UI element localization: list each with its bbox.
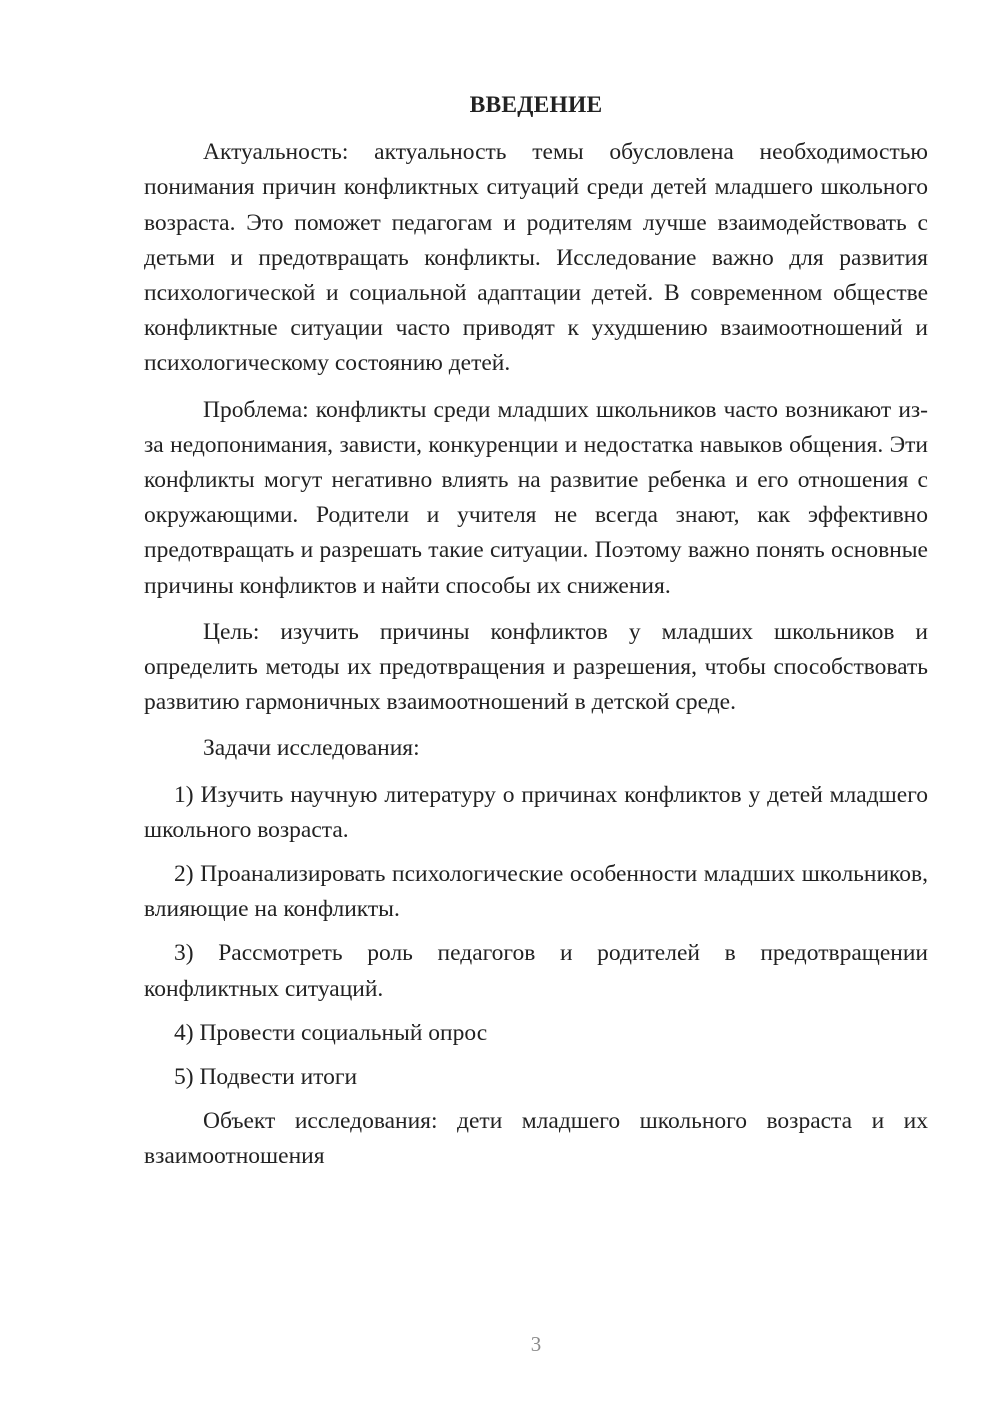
list-item: 3) Рассмотреть роль педагогов и родителей в предотвращении конфликтных ситуаций. bbox=[144, 940, 928, 1002]
page-number: 3 bbox=[530, 1332, 542, 1356]
paragraph-object: Объект исследования: дети младшего школьного возраста и их взаимоотношения bbox=[144, 1108, 928, 1170]
tasks-list bbox=[144, 778, 928, 1096]
tasks-heading: Задачи исследования: bbox=[203, 735, 420, 762]
list-item: 1) Изучить научную литературу о причинах конфликтов у детей младшего школьного возраста. bbox=[144, 781, 928, 843]
list-item: 2) Проанализировать психологические особенности младших школьников, влияющие на конфликты. bbox=[144, 861, 928, 923]
paragraph-goal: Цель: изучить причины конфликтов у младших школьников и определить методы их предотвращения и разрешения, чтобы способствовать развитию гармоничных взаимоотношений в детской среде. bbox=[144, 618, 928, 716]
list-item: 5) Подвести итоги bbox=[174, 1064, 358, 1091]
page-title: ВВЕДЕНИЕ bbox=[469, 92, 603, 118]
document-page bbox=[144, 88, 928, 1186]
paragraph-problem: Проблема: конфликты среди младших школьников часто возникают из-за недопонимания, зависти, конкуренции и недостатка навыков общения. Эти конфликты могут негативно влиять на развитие ребенка и его отношения с окружающими. Родители и учителя не всегда знают, как эффективно предотвращать и разрешать такие ситуации. Поэтому важно понять основные причины конфликтов и найти способы их снижения. bbox=[144, 396, 928, 599]
list-item: 4) Провести социальный опрос bbox=[174, 1019, 488, 1046]
paragraph-relevance: Актуальность: актуальность темы обусловлена необходимостью понимания причин конфликтных ситуаций среди детей младшего школьного возраста. Это поможет педагогам и родителям лучше взаимодействовать с детьми и предотвращать конфликты. Исследование важно для развития психологической и социальной адаптации детей. В современном обществе конфликтные ситуации часто приводят к ухудшению взаимоотношений и психологическому состоянию детей. bbox=[144, 139, 928, 377]
